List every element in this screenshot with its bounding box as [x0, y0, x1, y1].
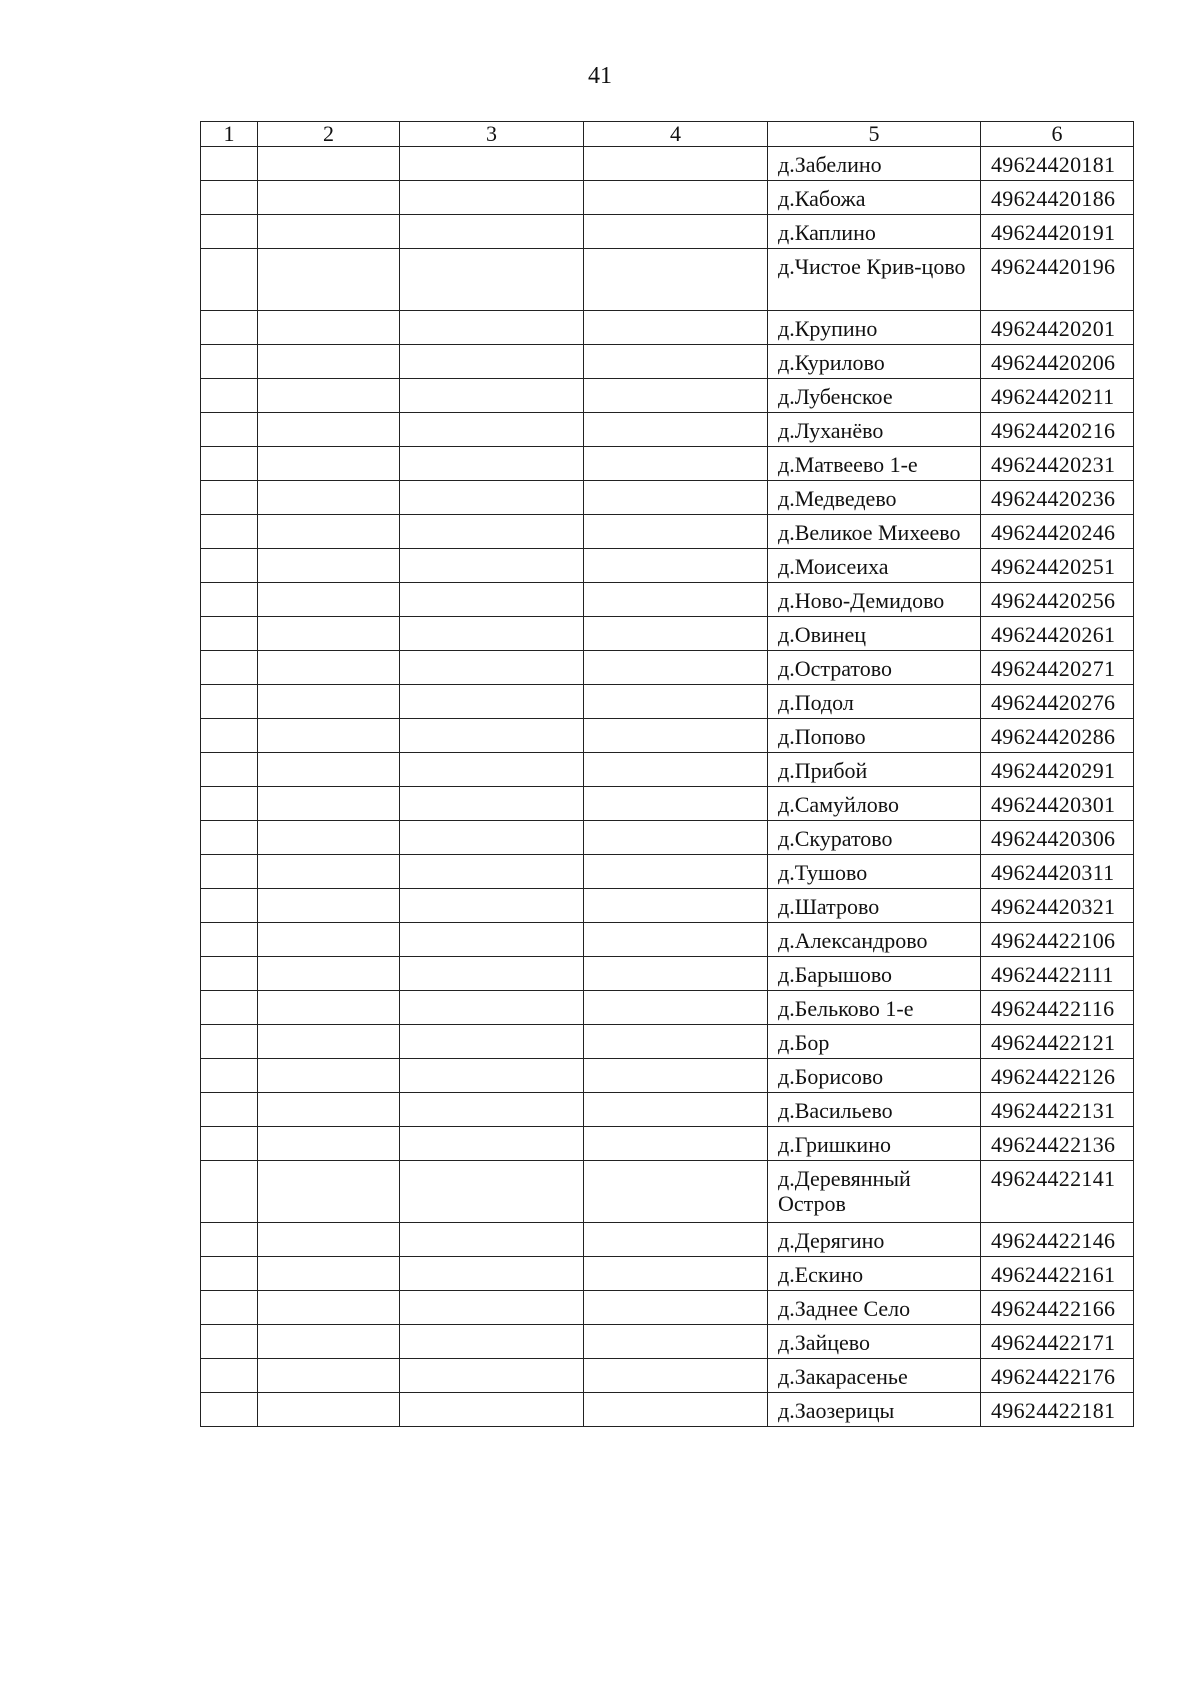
empty-cell-col-4: [584, 753, 768, 787]
empty-cell-col-4: [584, 821, 768, 855]
settlement-name-cell: д.Бор: [768, 1025, 981, 1059]
settlement-code-cell: 49624420181: [981, 147, 1134, 181]
empty-cell-col-4: [584, 447, 768, 481]
table-row: [201, 821, 1134, 855]
empty-cell-col-2: [258, 923, 400, 957]
table-row: [201, 651, 1134, 685]
empty-cell-col-1: [201, 685, 258, 719]
empty-cell-col-1: [201, 1393, 258, 1427]
table-row: [201, 583, 1134, 617]
table-row: [201, 413, 1134, 447]
settlement-name-cell: д.Ново-Демидово: [768, 583, 981, 617]
empty-cell-col-2: [258, 787, 400, 821]
table-row: [201, 617, 1134, 651]
empty-cell-col-1: [201, 249, 258, 311]
empty-cell-col-4: [584, 1291, 768, 1325]
empty-cell-col-4: [584, 249, 768, 311]
column-header-3: 3: [400, 122, 584, 147]
empty-cell-col-4: [584, 515, 768, 549]
empty-cell-col-1: [201, 515, 258, 549]
empty-cell-col-4: [584, 549, 768, 583]
empty-cell-col-1: [201, 311, 258, 345]
empty-cell-col-2: [258, 991, 400, 1025]
empty-cell-col-1: [201, 991, 258, 1025]
table-row: [201, 311, 1134, 345]
settlement-code-cell: 49624422181: [981, 1393, 1134, 1427]
empty-cell-col-2: [258, 1161, 400, 1223]
empty-cell-col-3: [400, 617, 584, 651]
empty-cell-col-1: [201, 651, 258, 685]
empty-cell-col-2: [258, 957, 400, 991]
empty-cell-col-3: [400, 1127, 584, 1161]
empty-cell-col-4: [584, 889, 768, 923]
table-row: [201, 923, 1134, 957]
settlement-name-cell: д.Васильево: [768, 1093, 981, 1127]
empty-cell-col-2: [258, 617, 400, 651]
table-row: [201, 719, 1134, 753]
empty-cell-col-3: [400, 447, 584, 481]
table-row: [201, 1223, 1134, 1257]
empty-cell-col-3: [400, 583, 584, 617]
empty-cell-col-1: [201, 957, 258, 991]
empty-cell-col-4: [584, 923, 768, 957]
empty-cell-col-2: [258, 1257, 400, 1291]
settlement-name-cell: д.Матвеево 1-е: [768, 447, 981, 481]
empty-cell-col-4: [584, 1223, 768, 1257]
settlement-code-cell: 49624420311: [981, 855, 1134, 889]
empty-cell-col-2: [258, 413, 400, 447]
settlement-name-cell: д.Кабожа: [768, 181, 981, 215]
column-header-1: 1: [201, 122, 258, 147]
empty-cell-col-4: [584, 215, 768, 249]
empty-cell-col-3: [400, 821, 584, 855]
empty-cell-col-1: [201, 821, 258, 855]
empty-cell-col-3: [400, 1393, 584, 1427]
empty-cell-col-3: [400, 147, 584, 181]
table-header: [201, 122, 1134, 147]
empty-cell-col-1: [201, 719, 258, 753]
table-row: [201, 957, 1134, 991]
table-row: [201, 549, 1134, 583]
settlement-code-cell: 49624422166: [981, 1291, 1134, 1325]
empty-cell-col-4: [584, 1359, 768, 1393]
empty-cell-col-2: [258, 753, 400, 787]
table-body: [201, 147, 1134, 1427]
empty-cell-col-1: [201, 1257, 258, 1291]
empty-cell-col-2: [258, 1127, 400, 1161]
empty-cell-col-2: [258, 311, 400, 345]
settlement-name-cell: д.Дерягино: [768, 1223, 981, 1257]
settlement-name-cell: д.Моисеиха: [768, 549, 981, 583]
settlement-name-cell: д.Скуратово: [768, 821, 981, 855]
table-row: [201, 1359, 1134, 1393]
empty-cell-col-4: [584, 147, 768, 181]
empty-cell-col-4: [584, 379, 768, 413]
settlement-name-cell: д.Каплино: [768, 215, 981, 249]
empty-cell-col-4: [584, 181, 768, 215]
settlement-code-cell: 49624420246: [981, 515, 1134, 549]
empty-cell-col-4: [584, 957, 768, 991]
table-row: [201, 753, 1134, 787]
settlement-name-cell: д.Луханёво: [768, 413, 981, 447]
empty-cell-col-2: [258, 379, 400, 413]
empty-cell-col-1: [201, 215, 258, 249]
empty-cell-col-4: [584, 991, 768, 1025]
settlement-code-cell: 49624420321: [981, 889, 1134, 923]
empty-cell-col-3: [400, 1093, 584, 1127]
settlement-code-cell: 49624420191: [981, 215, 1134, 249]
settlement-code-cell: 49624420286: [981, 719, 1134, 753]
table-row: [201, 379, 1134, 413]
empty-cell-col-4: [584, 651, 768, 685]
empty-cell-col-3: [400, 1025, 584, 1059]
empty-cell-col-2: [258, 147, 400, 181]
table-row: [201, 345, 1134, 379]
empty-cell-col-3: [400, 311, 584, 345]
settlement-name-cell: д.Заднее Село: [768, 1291, 981, 1325]
empty-cell-col-3: [400, 1359, 584, 1393]
empty-cell-col-3: [400, 413, 584, 447]
empty-cell-col-3: [400, 1291, 584, 1325]
empty-cell-col-1: [201, 617, 258, 651]
table-row: [201, 1325, 1134, 1359]
settlement-name-cell: д.Самуйлово: [768, 787, 981, 821]
empty-cell-col-1: [201, 1325, 258, 1359]
settlement-code-cell: 49624422131: [981, 1093, 1134, 1127]
settlement-name-cell: д.Александрово: [768, 923, 981, 957]
settlement-code-cell: 49624422171: [981, 1325, 1134, 1359]
empty-cell-col-2: [258, 1291, 400, 1325]
empty-cell-col-4: [584, 481, 768, 515]
empty-cell-col-1: [201, 923, 258, 957]
empty-cell-col-3: [400, 515, 584, 549]
table-row: [201, 1127, 1134, 1161]
settlement-name-cell: д.Курилово: [768, 345, 981, 379]
settlement-code-cell: 49624422121: [981, 1025, 1134, 1059]
empty-cell-col-3: [400, 685, 584, 719]
empty-cell-col-1: [201, 583, 258, 617]
settlement-code-cell: 49624422111: [981, 957, 1134, 991]
empty-cell-col-3: [400, 1161, 584, 1223]
empty-cell-col-1: [201, 1025, 258, 1059]
settlement-name-cell: д.Чистое Крив-цово: [768, 249, 981, 311]
empty-cell-col-1: [201, 345, 258, 379]
empty-cell-col-2: [258, 249, 400, 311]
empty-cell-col-2: [258, 1059, 400, 1093]
empty-cell-col-4: [584, 1161, 768, 1223]
settlement-code-cell: 49624420211: [981, 379, 1134, 413]
empty-cell-col-4: [584, 311, 768, 345]
settlement-code-cell: 49624420216: [981, 413, 1134, 447]
settlement-code-cell: 49624420206: [981, 345, 1134, 379]
empty-cell-col-2: [258, 1223, 400, 1257]
empty-cell-col-3: [400, 1257, 584, 1291]
empty-cell-col-4: [584, 719, 768, 753]
settlement-code-cell: 49624422176: [981, 1359, 1134, 1393]
empty-cell-col-3: [400, 1325, 584, 1359]
empty-cell-col-4: [584, 685, 768, 719]
settlement-name-cell: д.Лубенское: [768, 379, 981, 413]
empty-cell-col-3: [400, 345, 584, 379]
page-number: 41: [588, 63, 612, 89]
settlement-name-cell: д.Крупино: [768, 311, 981, 345]
empty-cell-col-2: [258, 719, 400, 753]
settlement-code-cell: 49624420271: [981, 651, 1134, 685]
table-row: [201, 1291, 1134, 1325]
empty-cell-col-4: [584, 1127, 768, 1161]
empty-cell-col-2: [258, 345, 400, 379]
empty-cell-col-3: [400, 889, 584, 923]
empty-cell-col-2: [258, 215, 400, 249]
empty-cell-col-1: [201, 753, 258, 787]
empty-cell-col-3: [400, 957, 584, 991]
empty-cell-col-3: [400, 787, 584, 821]
settlement-name-cell: д.Остратово: [768, 651, 981, 685]
settlement-code-cell: 49624422116: [981, 991, 1134, 1025]
settlement-code-cell: 49624420231: [981, 447, 1134, 481]
table-row: [201, 685, 1134, 719]
settlement-code-cell: 49624420276: [981, 685, 1134, 719]
settlement-code-cell: 49624420236: [981, 481, 1134, 515]
empty-cell-col-4: [584, 787, 768, 821]
empty-cell-col-3: [400, 549, 584, 583]
settlement-code-cell: 49624420201: [981, 311, 1134, 345]
empty-cell-col-3: [400, 923, 584, 957]
settlement-name-cell: д.Подол: [768, 685, 981, 719]
empty-cell-col-2: [258, 1093, 400, 1127]
empty-cell-col-1: [201, 147, 258, 181]
settlement-name-cell: д.Шатрово: [768, 889, 981, 923]
settlement-name-cell: д.Барышово: [768, 957, 981, 991]
empty-cell-col-2: [258, 1325, 400, 1359]
empty-cell-col-1: [201, 1161, 258, 1223]
table-row: [201, 991, 1134, 1025]
settlement-name-cell: д.Овинец: [768, 617, 981, 651]
settlements-table: [200, 121, 1134, 1427]
table-row: [201, 1093, 1134, 1127]
settlement-name-cell: д.Закарасенье: [768, 1359, 981, 1393]
empty-cell-col-1: [201, 481, 258, 515]
settlement-code-cell: 49624422136: [981, 1127, 1134, 1161]
table-row: [201, 215, 1134, 249]
empty-cell-col-2: [258, 855, 400, 889]
table-row: [201, 889, 1134, 923]
empty-cell-col-3: [400, 719, 584, 753]
settlement-code-cell: 49624420186: [981, 181, 1134, 215]
table-row: [201, 855, 1134, 889]
empty-cell-col-1: [201, 379, 258, 413]
empty-cell-col-1: [201, 1093, 258, 1127]
table-row: [201, 1059, 1134, 1093]
empty-cell-col-4: [584, 345, 768, 379]
empty-cell-col-3: [400, 181, 584, 215]
empty-cell-col-1: [201, 889, 258, 923]
settlement-name-cell: д.Зайцево: [768, 1325, 981, 1359]
empty-cell-col-1: [201, 1127, 258, 1161]
table-row: [201, 249, 1134, 311]
settlement-code-cell: 49624420256: [981, 583, 1134, 617]
empty-cell-col-3: [400, 991, 584, 1025]
column-header-6: 6: [981, 122, 1134, 147]
empty-cell-col-4: [584, 1093, 768, 1127]
empty-cell-col-4: [584, 1325, 768, 1359]
empty-cell-col-2: [258, 481, 400, 515]
settlement-name-cell: д.Попово: [768, 719, 981, 753]
settlement-code-cell: 49624422106: [981, 923, 1134, 957]
empty-cell-col-1: [201, 1359, 258, 1393]
table-row: [201, 181, 1134, 215]
empty-cell-col-1: [201, 855, 258, 889]
header-row: [201, 122, 1134, 147]
empty-cell-col-4: [584, 617, 768, 651]
settlement-name-cell: д.Заозерицы: [768, 1393, 981, 1427]
empty-cell-col-4: [584, 1059, 768, 1093]
empty-cell-col-2: [258, 447, 400, 481]
empty-cell-col-2: [258, 515, 400, 549]
settlement-code-cell: 49624420196: [981, 249, 1134, 311]
empty-cell-col-1: [201, 413, 258, 447]
settlement-code-cell: 49624422146: [981, 1223, 1134, 1257]
settlement-name-cell: д.Деревянный Остров: [768, 1161, 981, 1223]
settlement-name-cell: д.Прибой: [768, 753, 981, 787]
table-row: [201, 1161, 1134, 1223]
settlement-code-cell: 49624422126: [981, 1059, 1134, 1093]
settlement-name-cell: д.Великое Михеево: [768, 515, 981, 549]
empty-cell-col-3: [400, 215, 584, 249]
empty-cell-col-3: [400, 855, 584, 889]
empty-cell-col-3: [400, 481, 584, 515]
empty-cell-col-1: [201, 181, 258, 215]
empty-cell-col-4: [584, 1025, 768, 1059]
empty-cell-col-1: [201, 1223, 258, 1257]
empty-cell-col-2: [258, 1393, 400, 1427]
table-row: [201, 515, 1134, 549]
table-row: [201, 147, 1134, 181]
empty-cell-col-1: [201, 447, 258, 481]
column-header-4: 4: [584, 122, 768, 147]
empty-cell-col-3: [400, 379, 584, 413]
table-row: [201, 1257, 1134, 1291]
empty-cell-col-3: [400, 753, 584, 787]
settlement-name-cell: д.Медведево: [768, 481, 981, 515]
empty-cell-col-2: [258, 549, 400, 583]
empty-cell-col-2: [258, 1025, 400, 1059]
empty-cell-col-2: [258, 1359, 400, 1393]
empty-cell-col-4: [584, 1393, 768, 1427]
settlement-name-cell: д.Гришкино: [768, 1127, 981, 1161]
settlement-code-cell: 49624422141: [981, 1161, 1134, 1223]
empty-cell-col-3: [400, 1059, 584, 1093]
settlement-code-cell: 49624422161: [981, 1257, 1134, 1291]
empty-cell-col-1: [201, 1291, 258, 1325]
settlement-name-cell: д.Борисово: [768, 1059, 981, 1093]
settlement-code-cell: 49624420291: [981, 753, 1134, 787]
empty-cell-col-3: [400, 1223, 584, 1257]
table-row: [201, 1025, 1134, 1059]
empty-cell-col-1: [201, 787, 258, 821]
empty-cell-col-2: [258, 181, 400, 215]
table-row: [201, 447, 1134, 481]
empty-cell-col-1: [201, 549, 258, 583]
column-header-2: 2: [258, 122, 400, 147]
settlement-code-cell: 49624420306: [981, 821, 1134, 855]
empty-cell-col-4: [584, 583, 768, 617]
settlement-code-cell: 49624420301: [981, 787, 1134, 821]
empty-cell-col-4: [584, 1257, 768, 1291]
empty-cell-col-1: [201, 1059, 258, 1093]
empty-cell-col-4: [584, 855, 768, 889]
empty-cell-col-3: [400, 651, 584, 685]
empty-cell-col-2: [258, 685, 400, 719]
settlement-name-cell: д.Бельково 1-е: [768, 991, 981, 1025]
table-row: [201, 1393, 1134, 1427]
empty-cell-col-4: [584, 413, 768, 447]
column-header-5: 5: [768, 122, 981, 147]
table-row: [201, 787, 1134, 821]
table-row: [201, 481, 1134, 515]
settlement-code-cell: 49624420251: [981, 549, 1134, 583]
settlement-name-cell: д.Забелино: [768, 147, 981, 181]
empty-cell-col-2: [258, 651, 400, 685]
settlement-code-cell: 49624420261: [981, 617, 1134, 651]
empty-cell-col-3: [400, 249, 584, 311]
settlement-name-cell: д.Ескино: [768, 1257, 981, 1291]
empty-cell-col-2: [258, 583, 400, 617]
settlement-name-cell: д.Тушово: [768, 855, 981, 889]
empty-cell-col-2: [258, 821, 400, 855]
empty-cell-col-2: [258, 889, 400, 923]
